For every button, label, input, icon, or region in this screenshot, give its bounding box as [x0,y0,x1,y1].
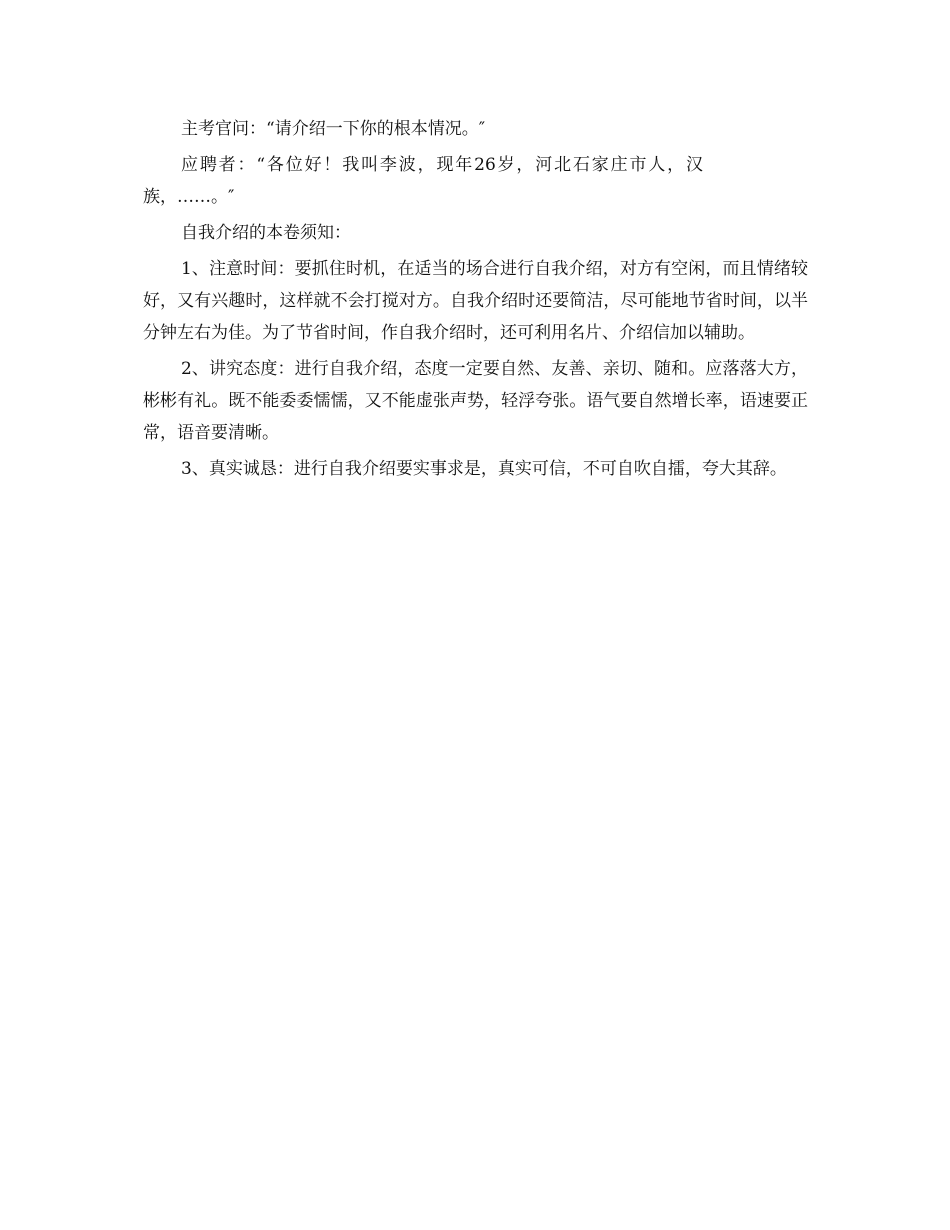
tip-paragraph-sincerity: 3、真实诚恳：进行自我介绍要实事求是，真实可信，不可自吹自擂，夸大其辞。 [181,459,787,479]
interviewer-question: 主考官问：“请介绍一下你的根本情况。″ [181,119,486,139]
applicant-answer: 应聘者：“各位好！我叫李波，现年26岁，河北石家庄市人，汉族，……。″ [143,155,703,207]
section-heading: 自我介绍的本卷须知： [181,223,351,243]
document-body [143,113,808,489]
tip-paragraph-time: 1、注意时间：要抓住时机，在适当的场合进行自我介绍，对方有空闲，而且情绪较好，又有兴趣时，这样就不会打搅对方。自我介绍时还要简洁，尽可能地节省时间，以半分钟左右为佳。为了节省时间，作自我介绍时，还可利用名片、介绍信加以辅助。 [143,259,808,343]
tip-paragraph-attitude: 2、讲究态度：进行自我介绍，态度一定要自然、友善、亲切、随和。应落落大方，彬彬有礼。既不能委委懦懦，又不能虚张声势，轻浮夸张。语气要自然增长率，语速要正常，语音要清晰。 [143,359,808,443]
